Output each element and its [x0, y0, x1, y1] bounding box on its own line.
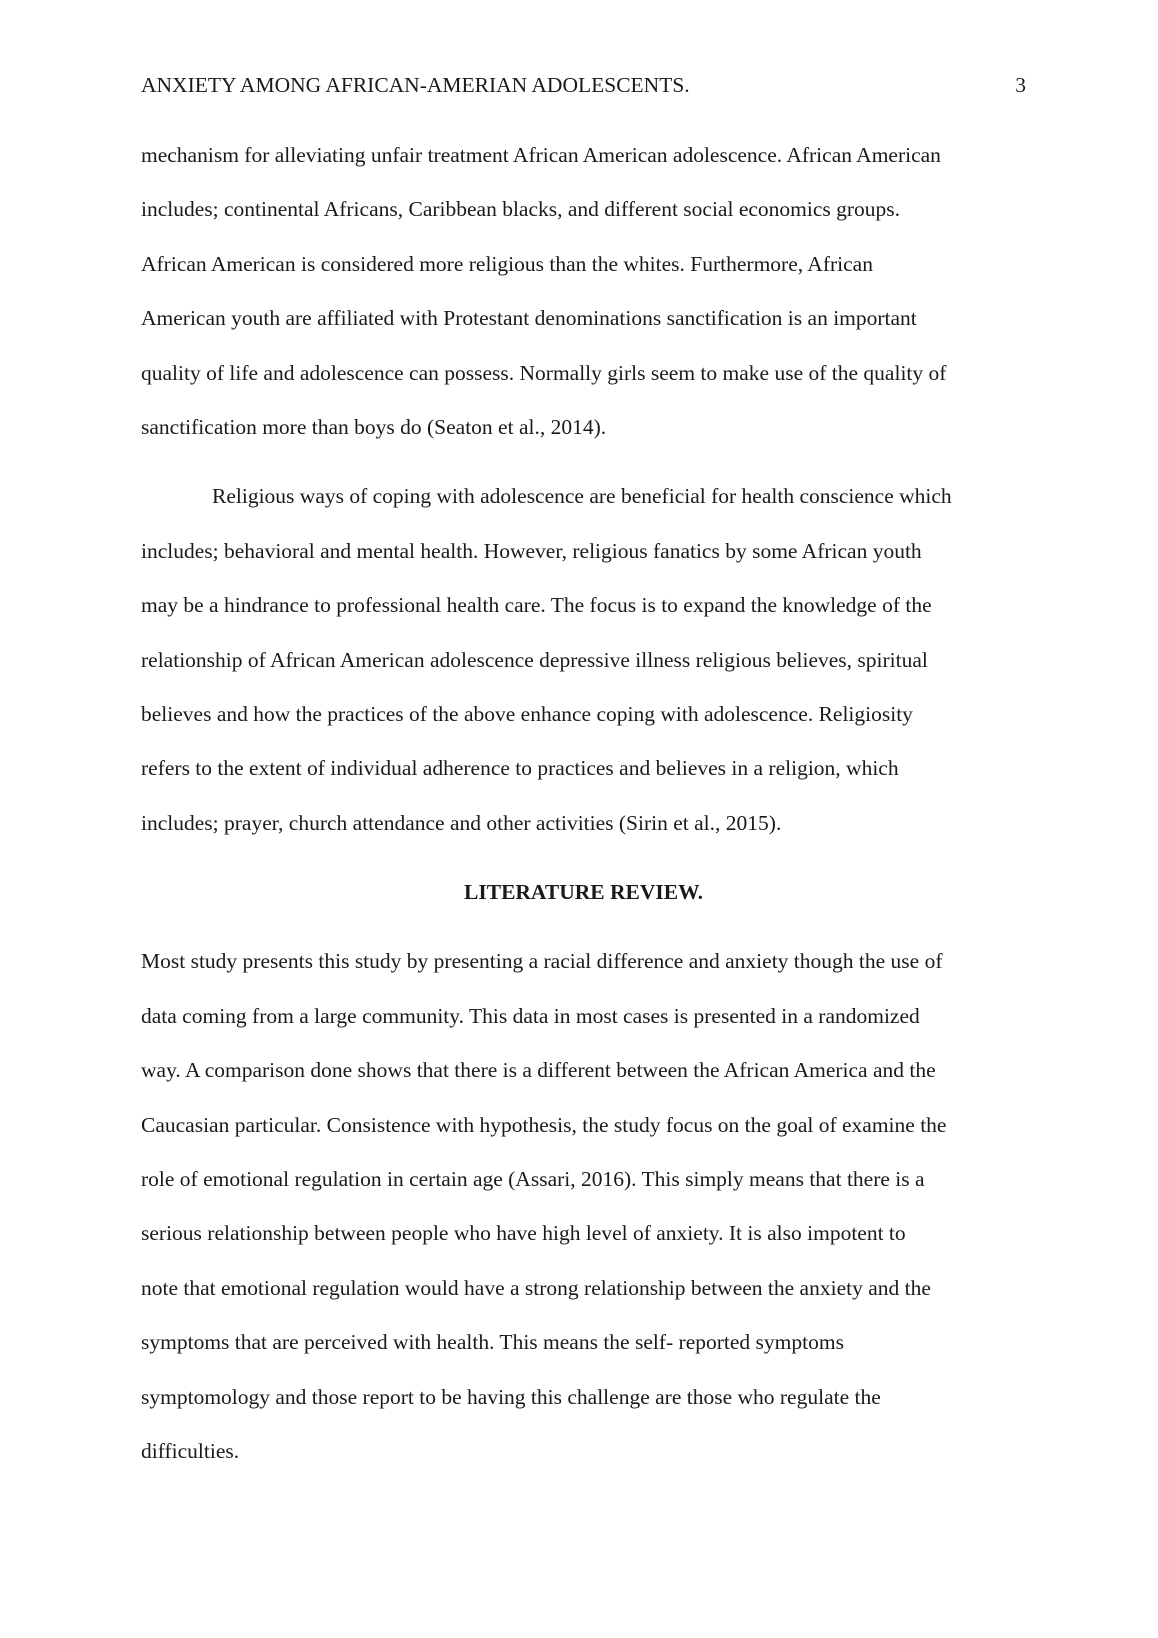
paragraph-3	[141, 934, 1026, 1478]
text-line: African American is considered more religious than the whites. Furthermore, African	[141, 251, 873, 276]
paragraph-spacer	[141, 454, 1026, 469]
paragraph-1	[141, 128, 1026, 454]
text-line: mechanism for alleviating unfair treatment African American adolescence. African American	[141, 143, 941, 167]
text-line: American youth are affiliated with Protestant denominations sanctification is an important	[141, 306, 917, 331]
text-line: Religious ways of coping with adolescence are beneficial for health conscience which	[212, 484, 952, 509]
text-line: may be a hindrance to professional health care. The focus is to expand the knowledge of the	[141, 593, 932, 618]
text-line: includes; prayer, church attendance and other activities (Sirin et al., 2015).	[141, 810, 782, 835]
text-line: data coming from a large community. This data in most cases is presented in a randomized	[141, 1003, 920, 1028]
paragraph-spacer	[141, 919, 1026, 934]
body-text	[141, 128, 1026, 1478]
page-number: 3	[1015, 73, 1026, 97]
text-line: role of emotional regulation in certain age (Assari, 2016). This simply means that there is a	[141, 1167, 925, 1192]
text-line: symptoms that are perceived with health. This means the self- reported symptoms	[141, 1330, 844, 1355]
text-line: serious relationship between people who have high level of anxiety. It is also impotent to	[141, 1221, 906, 1246]
section-heading: LITERATURE REVIEW.	[464, 880, 703, 905]
text-line: includes; behavioral and mental health. However, religious fanatics by some African youth	[141, 538, 922, 563]
text-line: relationship of African American adolescence depressive illness religious believes, spiritual	[141, 647, 928, 672]
text-line: note that emotional regulation would have a strong relationship between the anxiety and the	[141, 1275, 931, 1300]
text-line: quality of life and adolescence can possess. Normally girls seem to make use of the quality of	[141, 360, 947, 385]
text-line: believes and how the practices of the above enhance coping with adolescence. Religiosity	[141, 701, 913, 726]
text-line: sanctification more than boys do (Seaton et al., 2014).	[141, 414, 607, 439]
text-line: way. A comparison done shows that there is a different between the African America and the	[141, 1058, 936, 1083]
text-line: difficulties.	[141, 1438, 240, 1463]
paragraph-spacer	[141, 850, 1026, 865]
running-head	[141, 70, 1026, 100]
text-line: refers to the extent of individual adherence to practices and believes in a religion, which	[141, 756, 899, 781]
running-head-title: ANXIETY AMONG AFRICAN-AMERIAN ADOLESCENTS.	[141, 73, 690, 97]
text-line: Most study presents this study by presenting a racial difference and anxiety though the use of	[141, 949, 943, 974]
paragraph-2	[141, 469, 1026, 850]
text-line: symptomology and those report to be having this challenge are those who regulate the	[141, 1384, 881, 1409]
text-line: Caucasian particular. Consistence with hypothesis, the study focus on the goal of examine the	[141, 1112, 947, 1137]
text-line: includes; continental Africans, Caribbean blacks, and different social economics groups.	[141, 197, 901, 222]
